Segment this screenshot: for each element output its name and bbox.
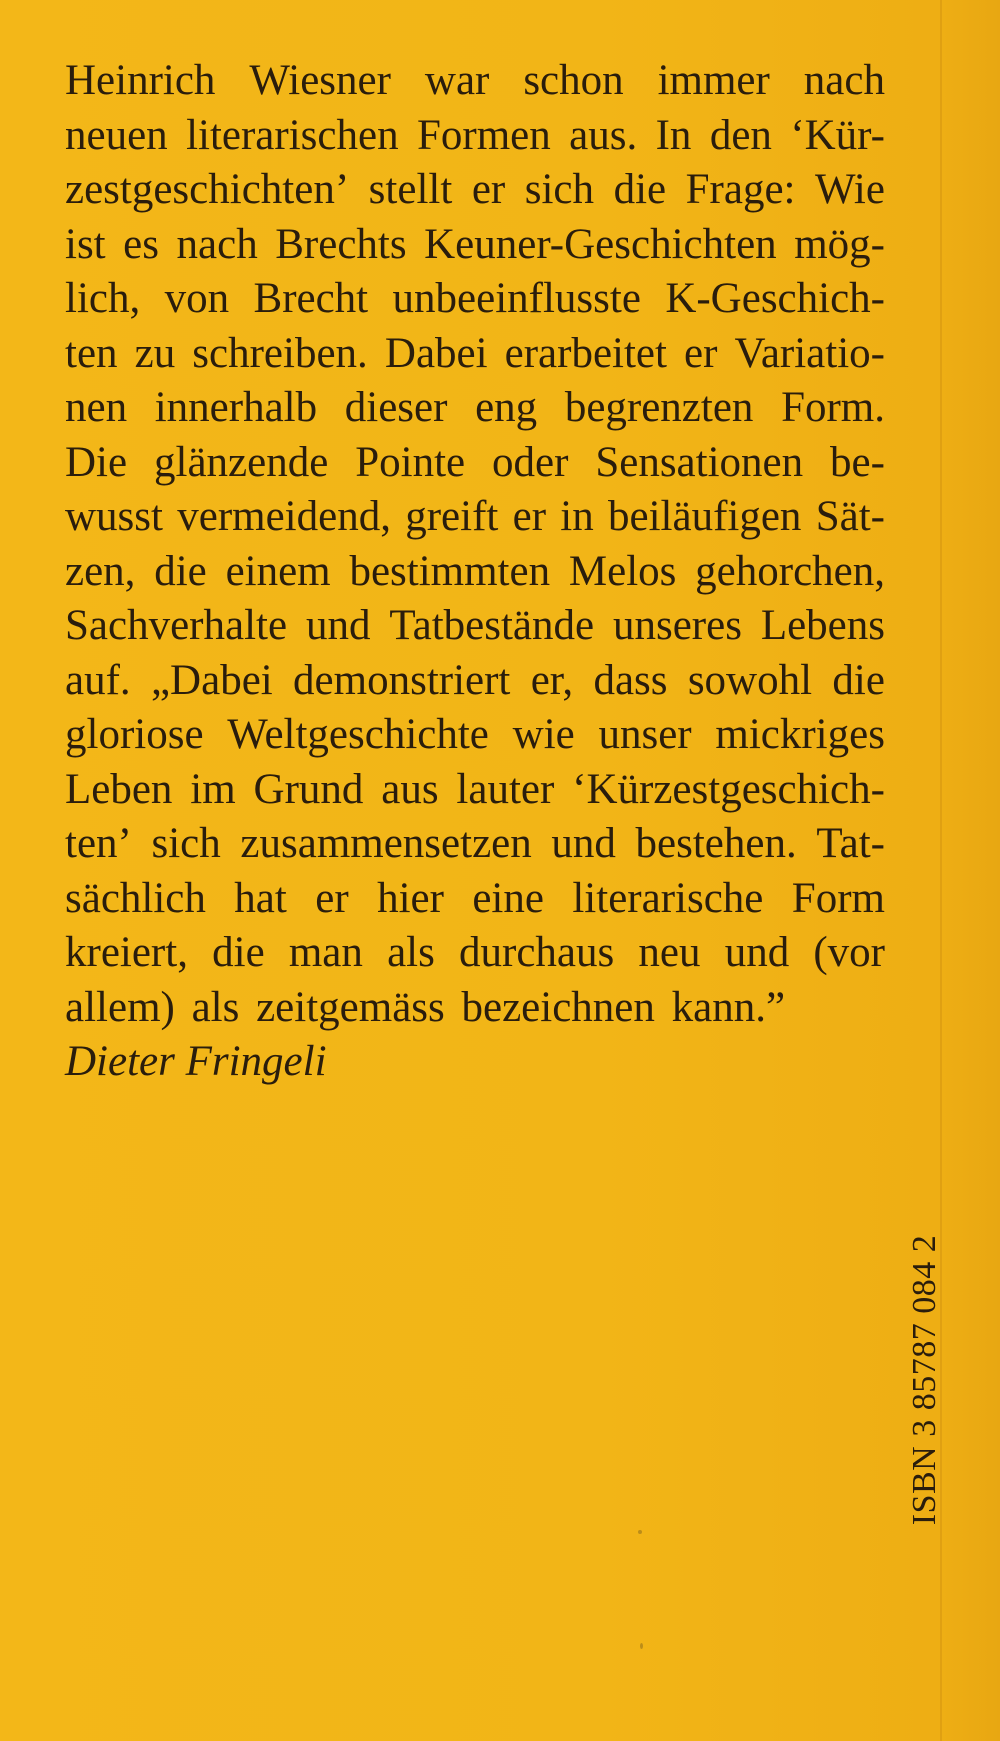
blurb-line: zestgeschichten’ stellt er sich die Frage: Wie bbox=[65, 166, 885, 213]
isbn-number: ISBN 3 85787 084 2 bbox=[906, 1234, 943, 1526]
blurb-line: sächlich hat er hier eine literarische Form bbox=[65, 874, 885, 922]
blurb-lines bbox=[65, 54, 885, 1035]
blurb-line: Leben im Grund aus lauter ‘Kürzestgeschich- bbox=[65, 765, 885, 813]
blurb-line: wusst vermeidend, greift er in beiläufigen Sät- bbox=[65, 493, 885, 540]
blurb-line: nen innerhalb dieser eng begrenzten Form. bbox=[65, 384, 885, 431]
attribution: Dieter Fringeli bbox=[65, 1038, 327, 1085]
blurb-line: kreiert, die man als durchaus neu und (vor bbox=[65, 929, 885, 976]
blurb-line: lich, von Brecht unbeeinflusste K-Geschich- bbox=[65, 275, 885, 322]
blurb-line: neuen literarischen Formen aus. In den ‘Kür- bbox=[65, 111, 885, 159]
blurb-line: ist es nach Brechts Keuner-Geschichten mög- bbox=[65, 220, 885, 268]
blurb-line: zen, die einem bestimmten Melos gehorchen, bbox=[65, 547, 885, 595]
blurb-line: Heinrich Wiesner war schon immer nach bbox=[65, 57, 885, 104]
blurb-text bbox=[65, 54, 885, 1090]
paper-speck bbox=[638, 1530, 642, 1534]
blurb-line: ten’ sich zusammensetzen und bestehen. Tat- bbox=[65, 820, 885, 867]
blurb-line: gloriose Weltgeschichte wie unser mickriges bbox=[65, 711, 885, 758]
blurb-line: Sachverhalte und Tatbestände unseres Lebens bbox=[65, 602, 885, 649]
blurb-line: Die glänzende Pointe oder Sensationen be- bbox=[65, 438, 885, 486]
blurb-line: auf. „Dabei demonstriert er, dass sowohl die bbox=[65, 656, 885, 704]
blurb-line: allem) als zeitgemäss bezeichnen kann.” bbox=[65, 983, 786, 1031]
blurb-line: ten zu schreiben. Dabei erarbeitet er Variatio- bbox=[65, 329, 885, 377]
paper-speck bbox=[640, 1643, 643, 1649]
